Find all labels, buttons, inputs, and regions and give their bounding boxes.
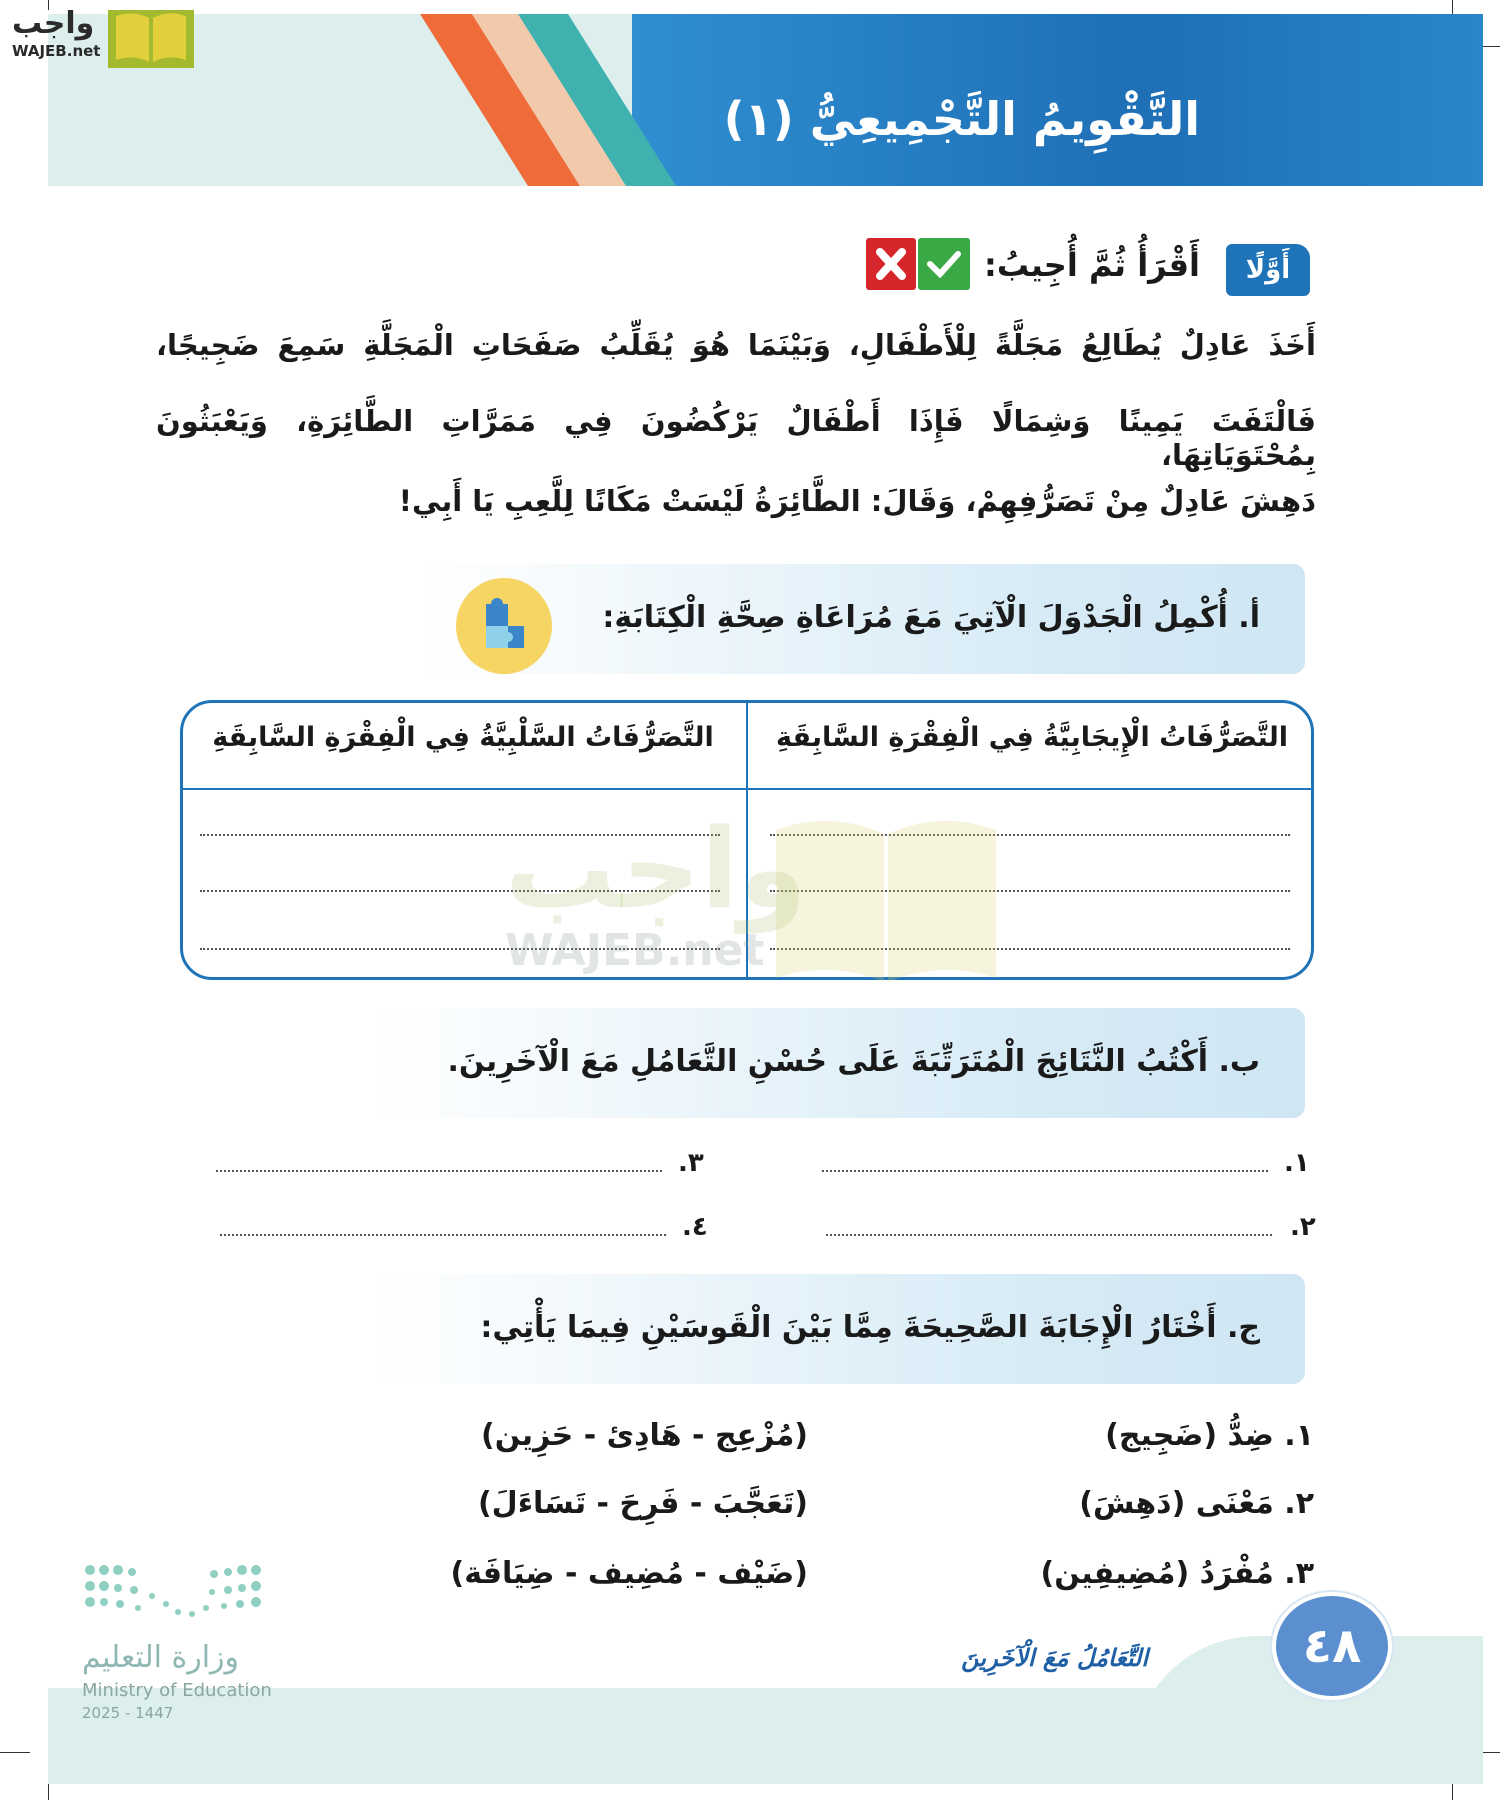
book-icon: [108, 6, 194, 68]
watermark-english: WAJEB.net: [505, 925, 765, 976]
ministry-logo-icon: [80, 1560, 270, 1630]
watermark-arabic: واجب: [505, 805, 807, 933]
question-a-text: أ. أُكْمِلُ الْجَدْوَلَ الْآتِيَ مَعَ مُرَاعَاةِ صِحَّةِ الْكِتَابَةِ:: [602, 600, 1260, 635]
answer-line[interactable]: [216, 1170, 662, 1172]
answer-number: ٣.: [678, 1148, 704, 1178]
table-header-positive: التَّصَرُّفَاتُ الْإِيجَابِيَّةُ فِي الْفِقْرَةِ السَّابِقَةِ: [776, 722, 1288, 753]
logo-english: WAJEB.net: [12, 42, 101, 60]
table-header-line: [180, 788, 1314, 790]
choice-prompt: ١. ضِدُّ (ضَجِيج): [1105, 1418, 1314, 1453]
unit-title: التَّعَامُلُ مَعَ الْآخَرِينَ: [961, 1644, 1148, 1672]
answer-line[interactable]: [822, 1170, 1268, 1172]
ministry-name-english: Ministry of Education: [82, 1680, 272, 1701]
ministry-name-arabic: وزارة التعليم: [82, 1640, 240, 1675]
answer-number: ١.: [1284, 1148, 1310, 1178]
paragraph-line: فَالْتَفَتَ يَمِينًا وَشِمَالًا فَإِذَا أَطْفَالٌ يَرْكُضُونَ فِي مَمَرَّاتِ الطَّائِرَةِ، وَيَعْبَثُونَ بِمُحْتَوَيَاتِهَا،: [156, 404, 1316, 472]
answer-number: ٤.: [682, 1212, 708, 1242]
true-false-icons: [866, 234, 972, 294]
choice-options[interactable]: (مُزْعِج - هَادِئ - حَزِين): [481, 1418, 808, 1453]
crop-mark: [0, 1752, 30, 1753]
answer-line[interactable]: [826, 1234, 1272, 1236]
choice-options[interactable]: (تَعَجَّبَ - فَرِحَ - تَسَاءَلَ): [477, 1486, 808, 1521]
page-number: ٤٨: [1272, 1592, 1392, 1700]
choice-options[interactable]: (ضَيْف - مُضِيف - ضِيَافَة): [450, 1556, 808, 1591]
section-title: أَقْرَأُ ثُمَّ أُجِيبُ:: [984, 246, 1200, 284]
section-badge: أَوَّلًا: [1226, 244, 1310, 296]
paragraph-line: دَهِشَ عَادِلٌ مِنْ تَصَرُّفِهِمْ، وَقَالَ: الطَّائِرَةُ لَيْسَتْ مَكَانًا لِلَّعِبِ يَا أَبِي!: [398, 484, 1316, 518]
page-title: التَّقْوِيمُ التَّجْمِيعِيُّ (١): [723, 92, 1200, 146]
answer-number: ٢.: [1290, 1212, 1316, 1242]
question-c-text: ج. أَخْتَارُ الْإِجَابَةَ الصَّحِيحَةَ مِمَّا بَيْنَ الْقَوسَيْنِ فِيمَا يَأْتِي:: [480, 1310, 1260, 1345]
check-icon: [918, 238, 970, 290]
choice-prompt: ٢. مَعْنَى (دَهِشَ): [1079, 1486, 1314, 1521]
paragraph-line: أَخَذَ عَادِلٌ يُطَالِعُ مَجَلَّةً لِلْأَطْفَالِ، وَبَيْنَمَا هُوَ يُقَلِّبُ صَفَحَاتِ الْمَجَلَّةِ سَمِعَ ضَجِيجًا،: [156, 328, 1316, 362]
logo-arabic: واجب: [12, 6, 95, 41]
cross-icon: [866, 238, 916, 290]
table-header-negative: التَّصَرُّفَاتُ السَّلْبِيَّةُ فِي الْفِقْرَةِ السَّابِقَةِ: [212, 722, 714, 753]
question-b-text: ب. أَكْتُبُ النَّتَائِجَ الْمُتَرَتِّبَةَ عَلَى حُسْنِ التَّعَامُلِ مَعَ الْآخَرِينَ.: [447, 1044, 1260, 1079]
watermark-book-icon: [776, 810, 996, 982]
answer-line[interactable]: [220, 1234, 666, 1236]
puzzle-icon: [456, 578, 552, 674]
footer-band: [48, 1688, 1483, 1784]
choice-prompt: ٣. مُفْرَدُ (مُضِيفِين): [1040, 1556, 1314, 1591]
ministry-year: 2025 - 1447: [82, 1704, 174, 1722]
